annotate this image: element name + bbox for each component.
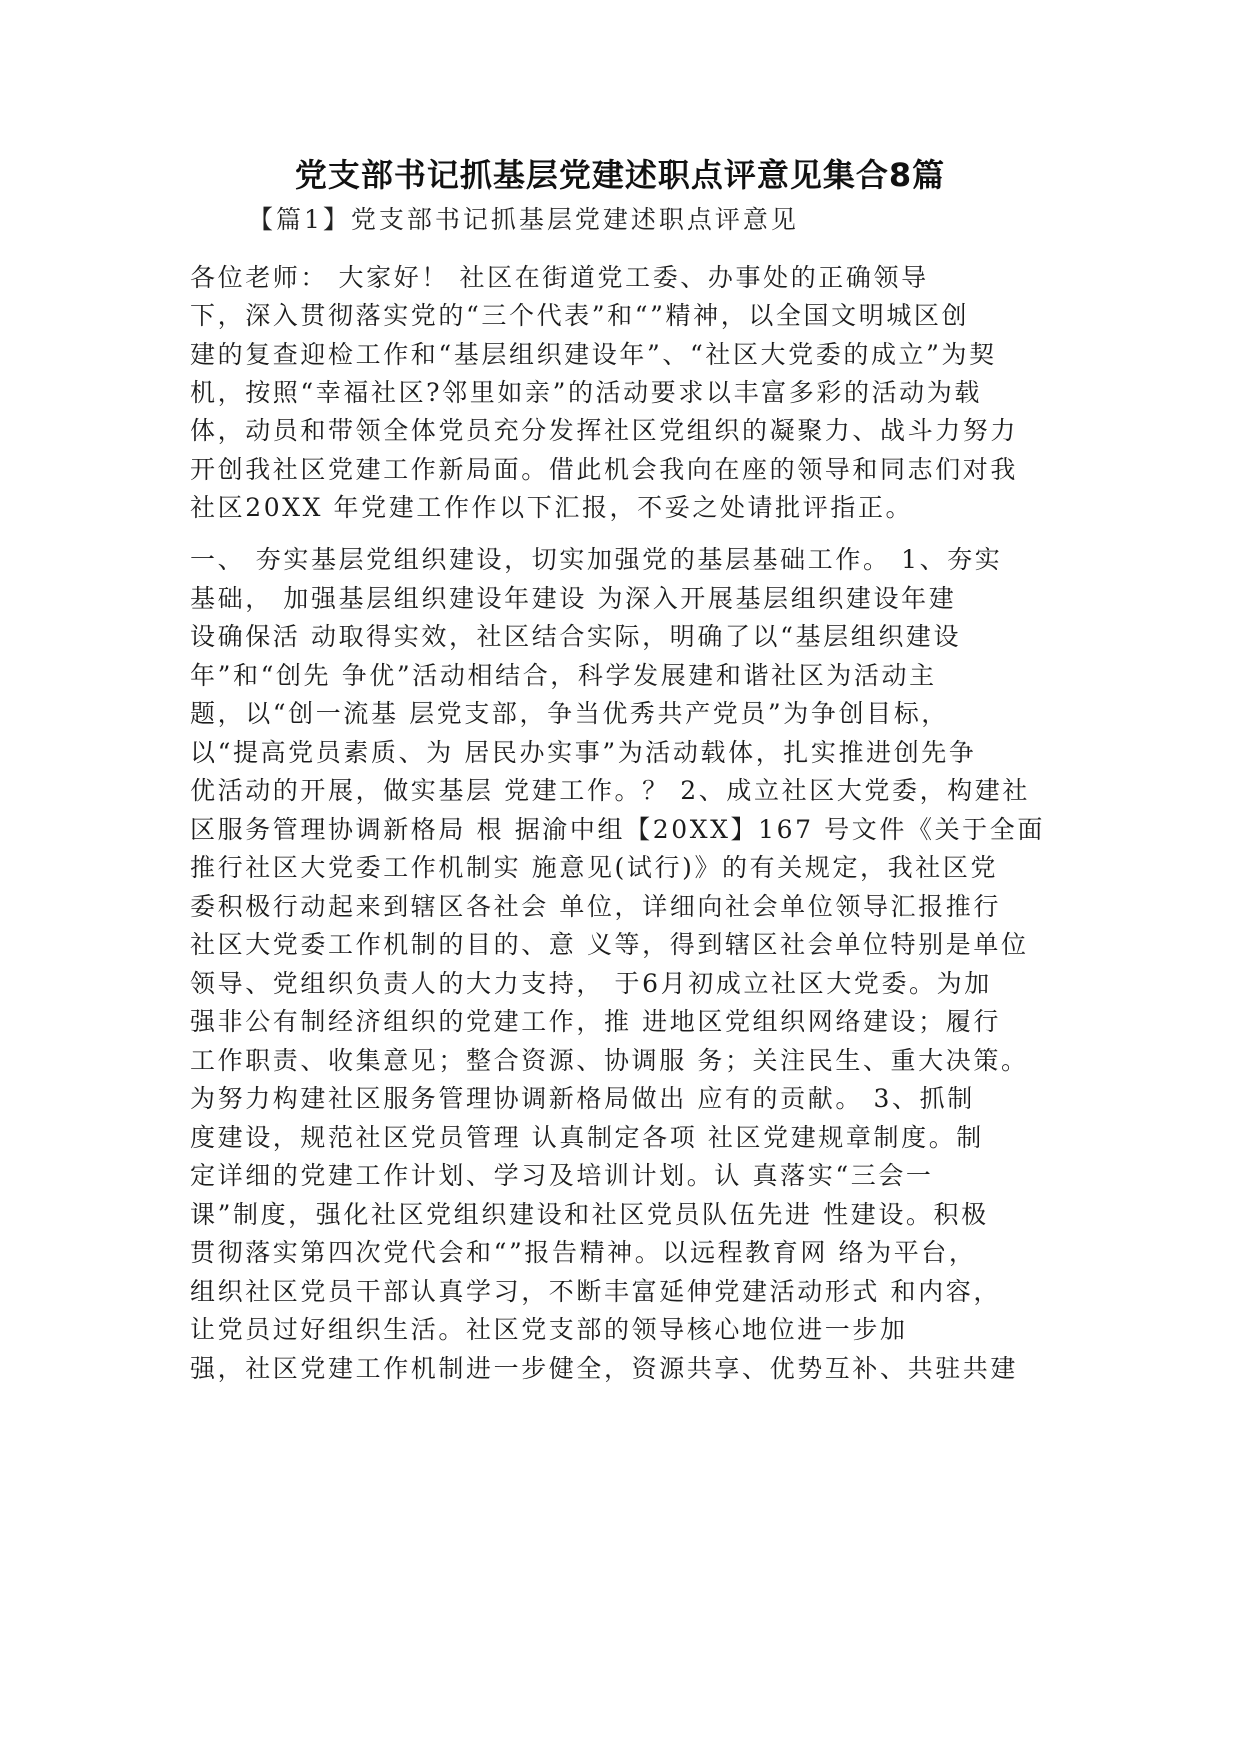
body-line: 设确保活 动取得实效，社区结合实际，明确了以“基层组织建设 — [190, 622, 962, 651]
body-line: 区服务管理协调新格局 根 据渝中组【20XX】167 号文件《关于全面 — [190, 815, 1045, 844]
body-line: 社区20XX 年党建工作作以下汇报，不妥之处请批评指正。 — [190, 493, 914, 522]
body-line: 课”制度，强化社区党组织建设和社区党员队伍先进 性建设。积极 — [190, 1200, 989, 1229]
body-line: 优活动的开展，做实基层 党建工作。？ 2、成立社区大党委，构建社 — [190, 776, 1031, 805]
section-subtitle: 【篇1】党支部书记抓基层党建述职点评意见 — [248, 205, 799, 234]
body-line: 年”和“创先 争优”活动相结合，科学发展建和谐社区为活动主 — [190, 661, 937, 690]
body-line: 度建设，规范社区党员管理 认真制定各项 社区党建规章制度。制 — [190, 1123, 984, 1152]
body-line: 社区大党委工作机制的目的、意 义等，得到辖区社会单位特别是单位 — [190, 930, 1029, 959]
body-line: 强，社区党建工作机制进一步健全，资源共享、优势互补、共驻共建 — [190, 1354, 1019, 1383]
document-title: 党支部书记抓基层党建述职点评意见集合8篇 — [294, 156, 946, 194]
body-line: 一、 夯实基层党组织建设，切实加强党的基层基础工作。 1、夯实 — [190, 545, 1003, 574]
body-line: 组织社区党员干部认真学习，不断丰富延伸党建活动形式 和内容， — [190, 1277, 1001, 1306]
body-line: 体，动员和带领全体党员充分发挥社区党组织的凝聚力、战斗力努力 — [190, 416, 1019, 445]
body-line: 让党员过好组织生活。社区党支部的领导核心地位进一步加 — [190, 1315, 908, 1344]
body-line: 各位老师： 大家好！ 社区在街道党工委、办事处的正确领导 — [190, 263, 929, 292]
body-line: 机，按照“幸福社区?邻里如亲”的活动要求以丰富多彩的活动为载 — [190, 378, 982, 407]
body-line: 贯彻落实第四次党代会和“”报告精神。以远程教育网 络为平台， — [190, 1238, 977, 1267]
body-line: 以“提高党员素质、为 居民办实事”为活动载体，扎实推进创先争 — [190, 738, 977, 767]
body-line: 工作职责、收集意见；整合资源、协调服 务；关注民生、重大决策。 — [190, 1046, 1029, 1075]
body-line: 题，以“创一流基 层党支部，争当优秀共产党员”为争创目标， — [190, 699, 949, 728]
body-line: 强非公有制经济组织的党建工作，推 进地区党组织网络建设；履行 — [190, 1007, 1001, 1036]
body-line: 为努力构建社区服务管理协调新格局做出 应有的贡献。 3、抓制 — [190, 1084, 975, 1113]
body-line: 基础， 加强基层组织建设年建设 为深入开展基层组织建设年建 — [190, 584, 957, 613]
body-line: 领导、党组织负责人的大力支持， 于6月初成立社区大党委。为加 — [190, 969, 992, 998]
body-line: 下，深入贯彻落实党的“三个代表”和“”精神，以全国文明城区创 — [190, 301, 970, 330]
body-line: 委积极行动起来到辖区各社会 单位，详细向社会单位领导汇报推行 — [190, 892, 1001, 921]
body-line: 推行社区大党委工作机制实 施意见(试行)》的有关规定，我社区党 — [190, 853, 999, 882]
body-line: 定详细的党建工作计划、学习及培训计划。认 真落实“三会一 — [190, 1161, 934, 1190]
body-line: 开创我社区党建工作新局面。借此机会我向在座的领导和同志们对我 — [190, 455, 1019, 484]
body-line: 建的复查迎检工作和“基层组织建设年”、“社区大党委的成立”为契 — [190, 340, 997, 369]
